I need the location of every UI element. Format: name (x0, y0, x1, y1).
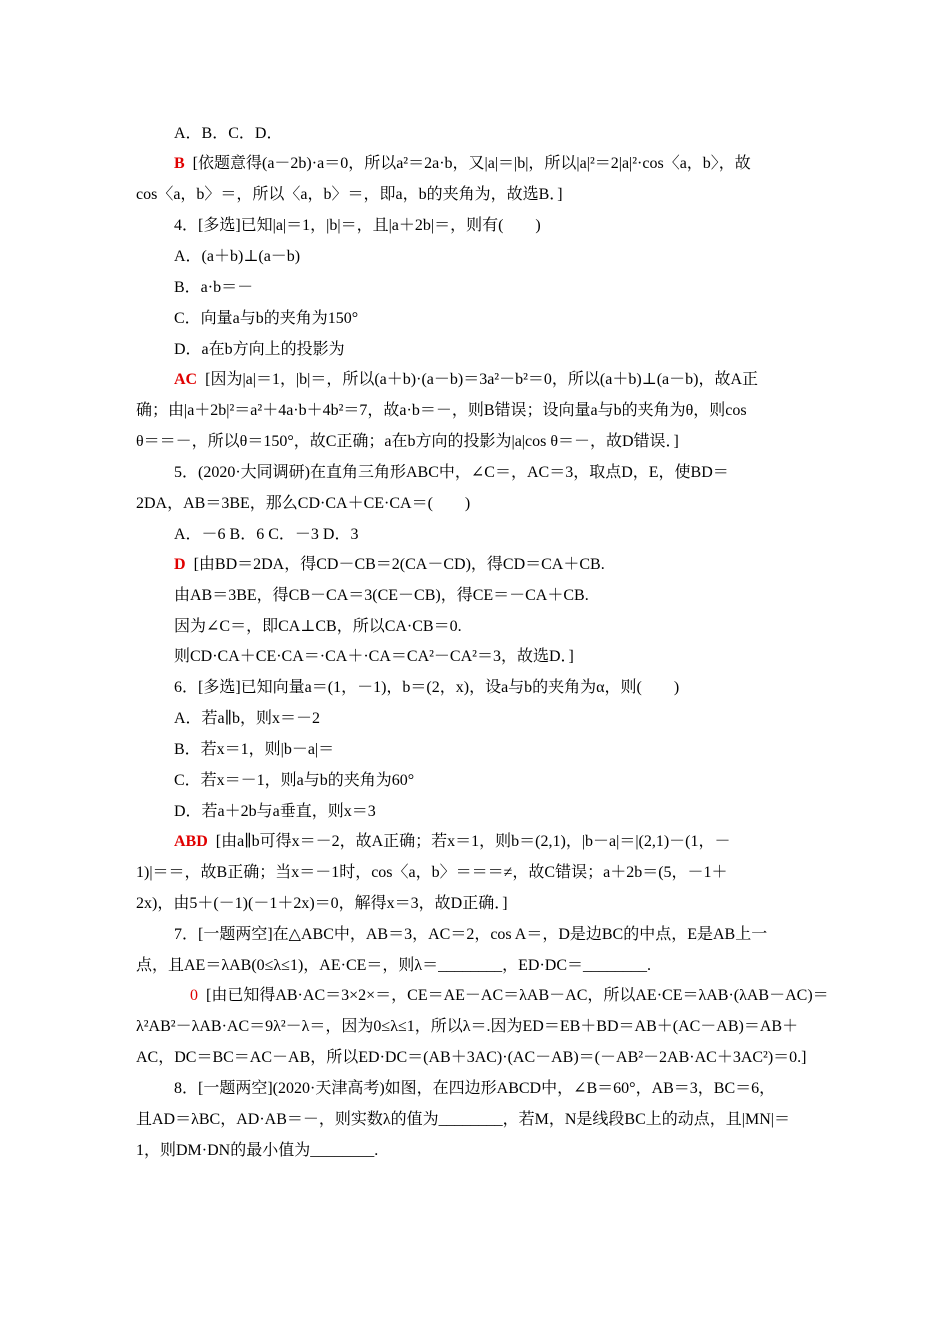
q5-options: A．－6 B．6 C．－3 D．3 (174, 526, 359, 543)
q5-stem-line-1: 5．(2020·大同调研)在直角三角形ABC中，∠C＝，AC＝3，取点D，E，使BD＝ (174, 464, 729, 481)
q4-solution-text: [因为|a|＝1，|b|＝，所以(a＋b)·(a－b)＝3a²－b²＝0，所以(a＋b)⊥(a－b)，故A正 (205, 371, 759, 388)
q6-solution-line-2: 1)|＝＝，故B正确；当x＝－1时，cos〈a，b〉＝＝＝≠，故C错误；a＋2b＝(5，－1＋ (136, 864, 728, 881)
q6-option-d: D．若a＋2b与a垂直，则x＝3 (174, 803, 376, 820)
q4-answer: AC (174, 371, 198, 388)
q6-option-a: A．若a∥b，则x＝－2 (174, 710, 321, 727)
q3-answer: B (174, 155, 185, 172)
q4-option-c: C．向量a与b的夹角为150° (174, 310, 359, 327)
q6-option-b: B．若x＝1，则|b－a|＝ (174, 741, 335, 758)
q4-solution-line-1 (174, 370, 854, 390)
q8-stem-line-2: 且AD＝λBC，AD·AB＝－，则实数λ的值为________，若M，N是线段BC上的动点，且|MN|＝ (136, 1111, 790, 1128)
q4-option-b: B．a·b＝－ (174, 279, 254, 296)
q7-solution-line-1 (190, 986, 829, 1006)
q3-solution-text: [依题意得(a－2b)·a＝0，所以a²＝2a·b，又|a|＝|b|，所以|a|²＝2|a|²·cos〈a，b〉，故 (192, 155, 751, 172)
q6-solution-line-3: 2x)，由5＋(－1)(－1＋2x)＝0，解得x＝3，故D正确．] (136, 895, 508, 912)
q4-option-a: A．(a＋b)⊥(a－b) (174, 248, 301, 265)
q7-solution-line-3: AC，DC＝BC＝AC－AB，所以ED·DC＝(AB＋3AC)·(AC－AB)＝(－AB²－2AB·AC＋3AC²)＝0.] (136, 1049, 807, 1066)
q4-stem: 4．[多选]已知|a|＝1，|b|＝，且|a＋2b|＝，则有( ) (174, 217, 541, 234)
q6-solution-line-1 (174, 832, 854, 852)
q3-solution-line-2: cos〈a，b〉＝，所以〈a，b〉＝，即a，b的夹角为，故选B．] (136, 186, 563, 203)
q5-solution-line-4: 则CD·CA＋CE·CA＝·CA＋·CA＝CA²－CA²＝3，故选D．] (174, 648, 574, 665)
q3-solution-line-1 (174, 154, 854, 174)
q7-stem-line-1: 7．[一题两空]在△ABC中，AB＝3，AC＝2，cos A＝，D是边BC的中点，E是AB上一 (174, 926, 768, 943)
q7-solution-line-2: λ²AB²－λAB·AC＝9λ²－λ＝，因为0≤λ≤1，所以λ＝.因为ED＝EB＋BD＝AB＋(AC－AB)＝AB＋ (136, 1018, 799, 1035)
q4-solution-line-3: θ＝＝－，所以θ＝150°，故C正确；a在b方向的投影为|a|cos θ＝－，故D错误．] (136, 433, 679, 450)
q6-solution-text: [由a∥b可得x＝－2，故A正确；若x＝1，则b＝(2,1)，|b－a|＝|(2,1)－(1，－ (215, 833, 731, 850)
q8-stem-line-3: 1，则DM·DN的最小值为________. (136, 1142, 379, 1159)
q7-stem-line-2: 点，且AE＝λAB(0≤λ≤1)，AE·CE＝，则λ＝________，ED·DC＝________. (136, 957, 652, 974)
q5-answer: D (174, 556, 186, 573)
q4-solution-line-2: 确；由|a＋2b|²＝a²＋4a·b＋4b²＝7，故a·b＝－，则B错误；设向量a与b的夹角为θ，则cos (136, 402, 747, 419)
q5-solution-text: [由BD＝2DA，得CD－CB＝2(CA－CD)，得CD＝CA＋CB. (193, 556, 605, 573)
q5-stem-line-2: 2DA，AB＝3BE，那么CD·CA＋CE·CA＝( ) (136, 495, 471, 512)
q7-solution-text: [由已知得AB·AC＝3×2×＝，CE＝AE－AC＝λAB－AC，所以AE·CE＝λAB·(λAB－AC)＝ (206, 987, 829, 1004)
q5-solution-line-3: 因为∠C＝，即CA⊥CB，所以CA·CB＝0. (174, 618, 462, 635)
q6-stem: 6．[多选]已知向量a＝(1，－1)，b＝(2，x)，设a与b的夹角为α，则( ) (174, 679, 680, 696)
q5-solution-line-1 (174, 555, 854, 575)
q3-options: A．B．C．D． (174, 125, 283, 142)
q6-answer: ABD (174, 833, 208, 850)
q6-option-c: C．若x＝－1，则a与b的夹角为60° (174, 772, 415, 789)
q4-option-d: D．a在b方向上的投影为 (174, 341, 345, 358)
q8-stem-line-1: 8．[一题两空](2020·天津高考)如图，在四边形ABCD中，∠B＝60°，AB＝3，BC＝6， (174, 1080, 776, 1097)
q7-answer: 0 (190, 987, 198, 1004)
q5-solution-line-2: 由AB＝3BE，得CB－CA＝3(CE－CB)，得CE＝－CA＋CB. (174, 587, 589, 604)
